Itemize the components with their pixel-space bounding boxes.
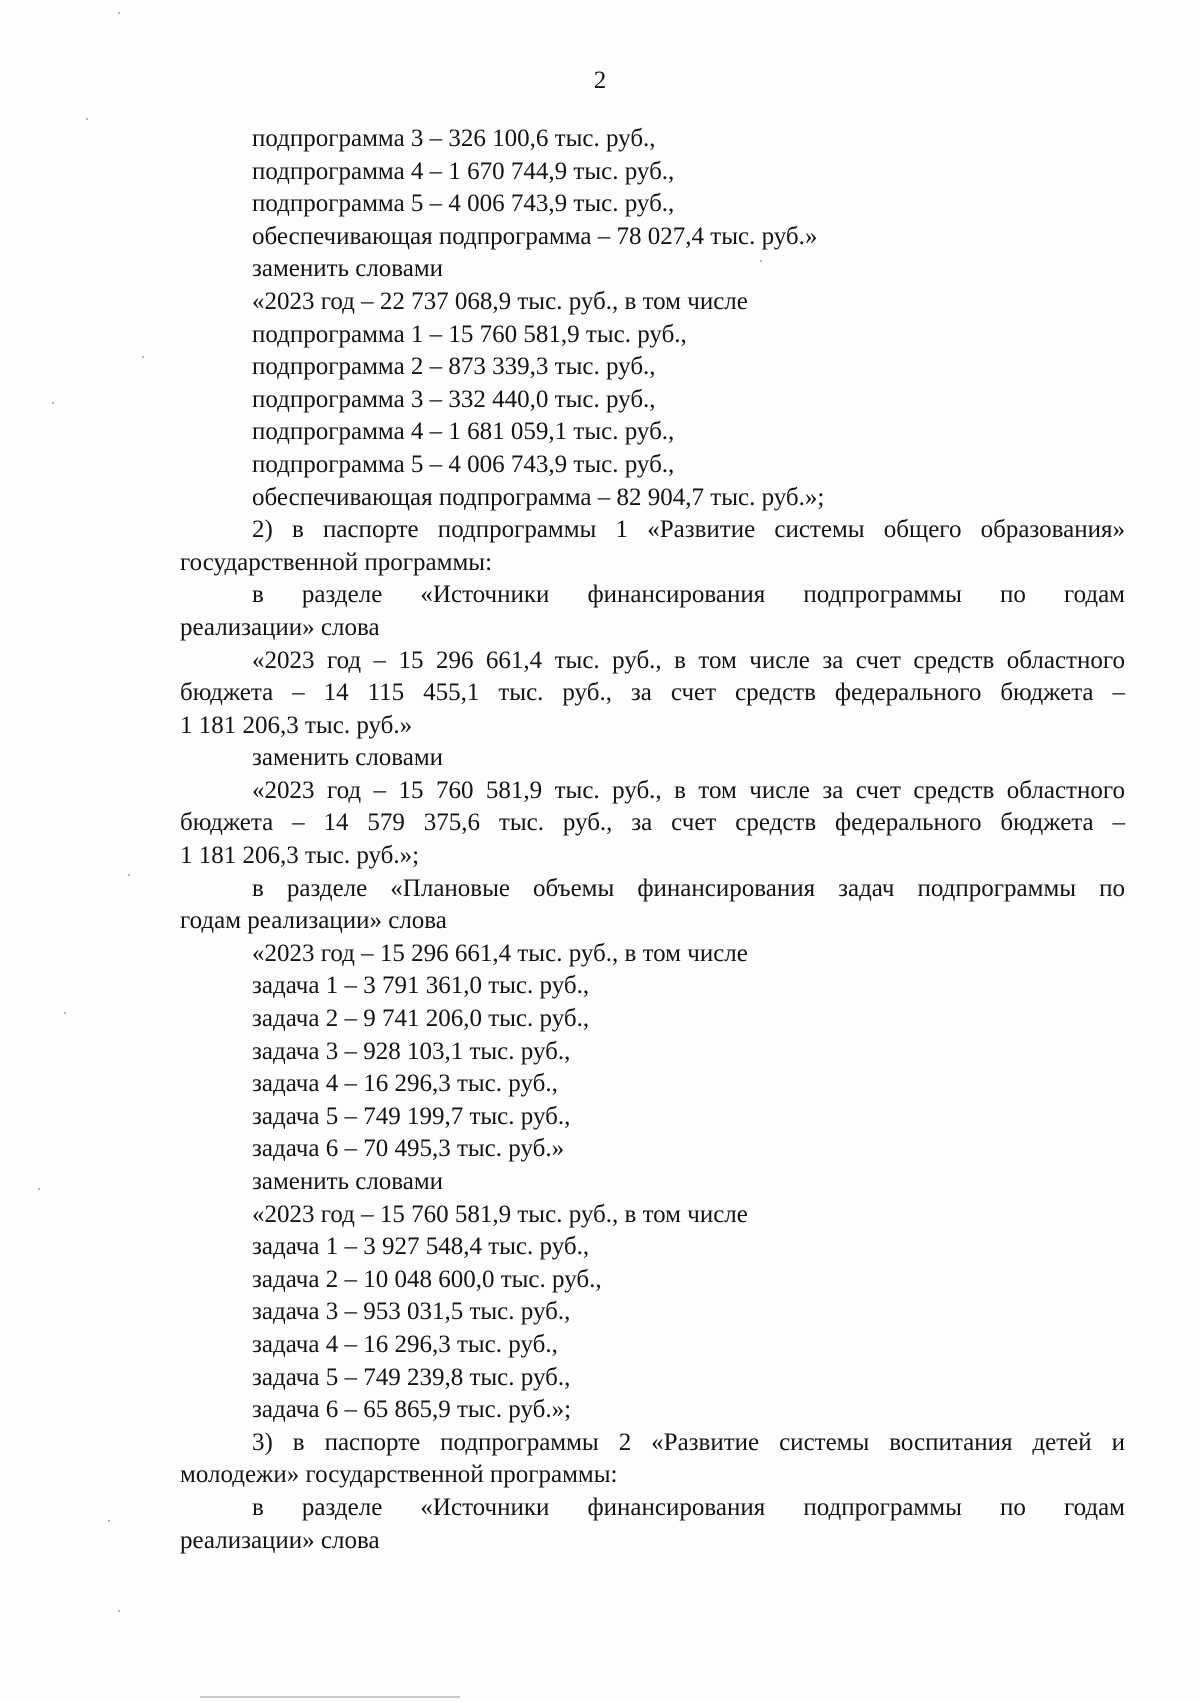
text-line: подпрограмма 1 – 15 760 581,9 тыс. руб., (252, 320, 687, 348)
text-line: задача 1 – 3 927 548,4 тыс. руб., (252, 1233, 590, 1261)
text-line: задача 4 – 16 296,3 тыс. руб., (252, 1070, 558, 1098)
text-line: молодежи» государственной программы: (180, 1461, 618, 1489)
text-line: бюджета – 14 579 375,6 тыс. руб., за счет средств федерального бюджета – (180, 809, 1125, 837)
text-line: 2) в паспорте подпрограммы 1 «Развитие системы общего образования» (252, 516, 1125, 544)
text-line: подпрограмма 3 – 332 440,0 тыс. руб., (252, 385, 656, 413)
text-line: задача 3 – 928 103,1 тыс. руб., (252, 1037, 571, 1065)
text-line: задача 2 – 10 048 600,0 тыс. руб., (252, 1265, 602, 1293)
text-line: 1 181 206,3 тыс. руб.» (180, 711, 413, 739)
document-body (180, 123, 1125, 1557)
text-line: реализации» слова (180, 1526, 380, 1554)
text-line: задача 5 – 749 239,8 тыс. руб., (252, 1363, 571, 1391)
scan-speck (760, 260, 762, 262)
text-line: задача 1 – 3 791 361,0 тыс. руб., (252, 972, 590, 1000)
text-line: «2023 год – 15 760 581,9 тыс. руб., в том числе за счет средств областного (252, 776, 1125, 804)
text-line: «2023 год – 15 296 661,4 тыс. руб., в том числе (252, 939, 748, 967)
text-line: задача 2 – 9 741 206,0 тыс. руб., (252, 1005, 590, 1033)
scan-speck (142, 356, 144, 358)
text-line: в разделе «Источники финансирования подпрограммы по годам (252, 1493, 1125, 1521)
text-line: годам реализации» слова (180, 907, 447, 935)
text-line: задача 4 – 16 296,3 тыс. руб., (252, 1330, 558, 1358)
text-line: задача 6 – 70 495,3 тыс. руб.» (252, 1135, 565, 1163)
text-line: бюджета – 14 115 455,1 тыс. руб., за счет средств федерального бюджета – (180, 679, 1125, 707)
page-number: 2 (593, 67, 607, 94)
scan-speck (86, 118, 88, 120)
text-line: подпрограмма 4 – 1 681 059,1 тыс. руб., (252, 418, 675, 446)
text-line: задача 6 – 65 865,9 тыс. руб.»; (252, 1396, 572, 1424)
text-line: подпрограмма 3 – 326 100,6 тыс. руб., (252, 125, 656, 152)
scan-speck (118, 1610, 120, 1612)
text-line: задача 5 – 749 199,7 тыс. руб., (252, 1102, 571, 1130)
scan-speck (38, 1188, 40, 1190)
scan-speck (64, 1012, 66, 1014)
text-line: государственной программы: (180, 548, 493, 576)
text-line: 3) в паспорте подпрограммы 2 «Развитие системы воспитания детей и (252, 1428, 1125, 1456)
scan-speck (52, 402, 54, 404)
scan-speck (108, 1520, 110, 1522)
text-line: в разделе «Плановые объемы финансирования задач подпрограммы по (252, 874, 1125, 902)
text-line: подпрограмма 2 – 873 339,3 тыс. руб., (252, 353, 656, 381)
text-line: обеспечивающая подпрограмма – 78 027,4 тыс. руб.» (252, 222, 818, 250)
text-line: заменить словами (252, 255, 444, 283)
scan-speck (128, 874, 130, 876)
scan-bottom-edge (200, 1696, 460, 1698)
text-line: «2023 год – 22 737 068,9 тыс. руб., в том числе (252, 287, 748, 315)
scan-speck (118, 12, 120, 14)
text-line: задача 3 – 953 031,5 тыс. руб., (252, 1298, 571, 1326)
text-line: реализации» слова (180, 613, 380, 641)
text-line: 1 181 206,3 тыс. руб.»; (180, 842, 420, 870)
text-line: заменить словами (252, 1168, 444, 1195)
text-line: в разделе «Источники финансирования подпрограммы по годам (252, 581, 1125, 609)
text-line: подпрограмма 4 – 1 670 744,9 тыс. руб., (252, 157, 675, 185)
text-line: подпрограмма 5 – 4 006 743,9 тыс. руб., (252, 190, 675, 218)
text-line: подпрограмма 5 – 4 006 743,9 тыс. руб., (252, 450, 675, 478)
text-line: «2023 год – 15 760 581,9 тыс. руб., в том числе (252, 1200, 748, 1228)
text-line: заменить словами (252, 744, 444, 772)
text-line: обеспечивающая подпрограмма – 82 904,7 тыс. руб.»; (252, 483, 825, 511)
text-line: «2023 год – 15 296 661,4 тыс. руб., в том числе за счет средств областного (252, 646, 1125, 674)
